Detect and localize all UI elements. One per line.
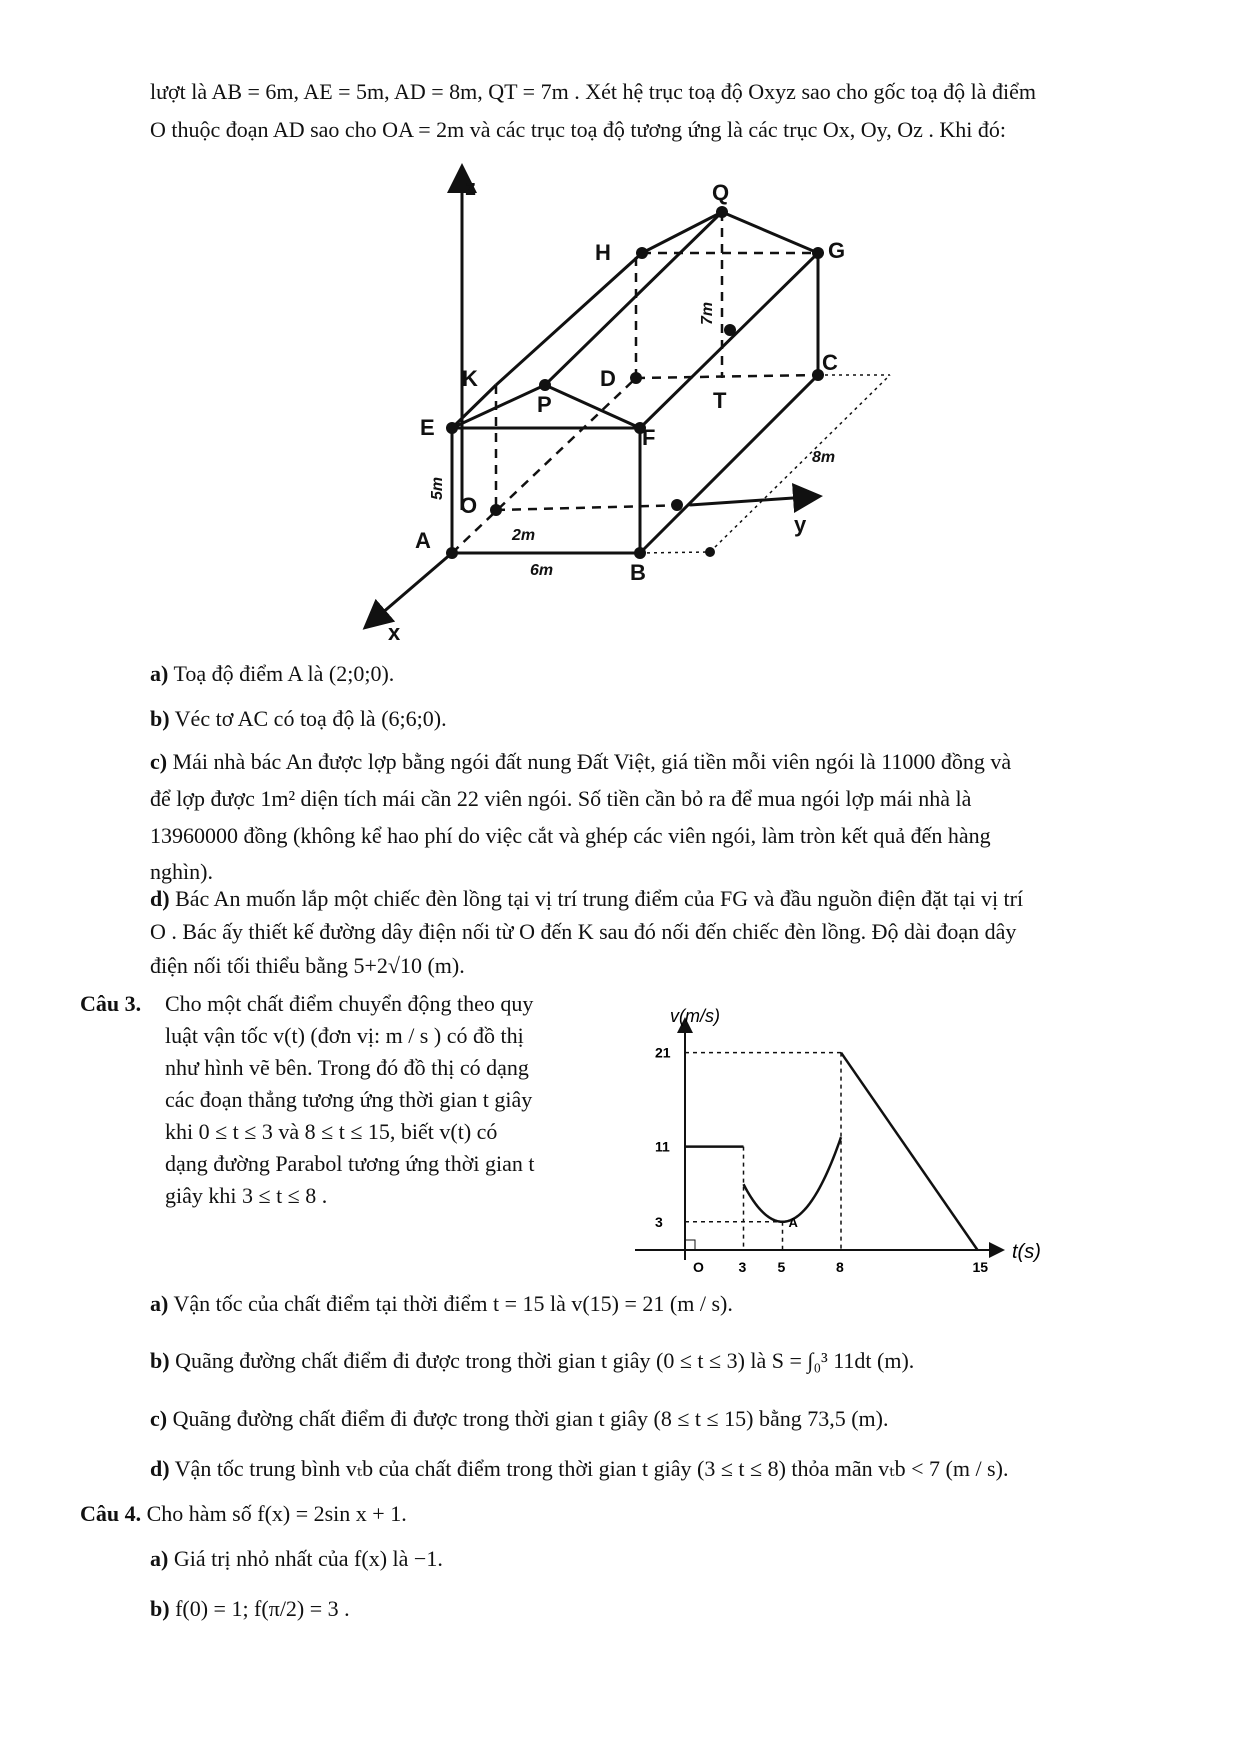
q4-a: a) Giá trị nhỏ nhất của f(x) là −1. <box>150 1546 443 1571</box>
edge-k-h <box>496 253 642 385</box>
edge-e-k <box>452 385 496 428</box>
q2-c-line2: để lợp được 1m² diện tích mái cần 22 viên ngói. Số tiền cần bỏ ra để mua ngói lợp mái nhà là <box>150 786 972 811</box>
label-h: H <box>595 240 611 265</box>
q2-d-line1: d) Bác An muốn lắp một chiếc đèn lồng tại vị trí trung điểm của FG và đầu nguồn điện đặt tại vị trí <box>150 886 1024 911</box>
q4-stem: Câu 4. Cho hàm số f(x) = 2sin x + 1. <box>80 1501 407 1526</box>
label-b: B <box>630 560 646 585</box>
label-o: O <box>460 493 478 518</box>
label-t: T <box>713 388 727 413</box>
q3-p5: khi 0 ≤ t ≤ 3 và 8 ≤ t ≤ 15, biết v(t) có <box>165 1119 498 1144</box>
q2-b: b) Véc tơ AC có toạ độ là (6;6;0). <box>150 706 447 731</box>
q3-a: a) Vận tốc của chất điểm tại thời điểm t = 15 là v(15) = 21 (m / s). <box>150 1291 733 1316</box>
x-tick-3: 3 <box>738 1259 747 1275</box>
edge-h-q <box>642 212 722 253</box>
label-k: K <box>462 366 478 391</box>
series-line-2 <box>744 1137 842 1222</box>
intro-line-2: O thuộc đoạn AD sao cho OA = 2m và các trục toạ độ tương ứng là các trục Ox, Oy, Oz . Khi đó: <box>150 117 1006 142</box>
edge-p-q <box>545 212 722 385</box>
q3-p2: luật vận tốc v(t) (đơn vị: m / s ) có đồ thị <box>165 1023 524 1048</box>
x-axis-label: t(s) <box>1012 1241 1041 1263</box>
q2-a: a) Toạ độ điểm A là (2;0;0). <box>150 661 395 686</box>
q3-p6: dạng đường Parabol tương ứng thời gian t <box>165 1151 535 1176</box>
q2-d-line2: O . Bác ấy thiết kế đường dây điện nối từ O đến K sau đó nối đến chiếc đèn lồng. Độ dài đoạn dây <box>150 919 1017 944</box>
y-tick-21: 21 <box>655 1044 671 1061</box>
q3-p1: Cho một chất điểm chuyển động theo quy <box>165 991 534 1016</box>
q3-p3: như hình vẽ bên. Trong đó đồ thị có dạng <box>165 1055 529 1080</box>
dim-line-b <box>640 552 710 553</box>
right-angle-mark <box>685 1240 695 1250</box>
edge-e-p <box>452 385 545 428</box>
y-axis <box>690 497 808 505</box>
edge-q-g <box>722 212 818 253</box>
front-face <box>452 428 640 553</box>
q2-c-line4: nghìn). <box>150 859 213 884</box>
q2-d-line3: điện nối tối thiểu bằng 5+2√10 (m). <box>150 953 465 978</box>
x-axis <box>374 553 452 620</box>
q3-d: d) Vận tốc trung bình vₜb của chất điểm trong thời gian t giây (3 ≤ t ≤ 8) thỏa mãn vₜb < 7 (m / s). <box>150 1456 1009 1481</box>
label-e: E <box>420 415 435 440</box>
y-tick-3: 3 <box>655 1213 663 1230</box>
edge-d-c <box>636 375 818 378</box>
y-tick-11: 11 <box>655 1138 670 1155</box>
label-y: y <box>794 512 807 537</box>
dim-oa: 2m <box>512 527 536 544</box>
q3-label: Câu 3. <box>80 991 142 1016</box>
velocity-chart <box>630 1000 1041 1290</box>
label-c: C <box>822 350 838 375</box>
label-a: A <box>415 528 431 553</box>
x-tick-5: 5 <box>777 1259 786 1275</box>
edge-o-y <box>496 505 690 510</box>
q2-c-line3: 13960000 đồng (không kể hao phí do việc cắt và ghép các viên ngói, làm tròn kết quả đến hàng <box>150 823 991 848</box>
q3-p4: các đoạn thẳng tương ứng thời gian t giây <box>165 1087 533 1112</box>
label-g: G <box>828 238 846 263</box>
house-3d-figure <box>340 150 920 650</box>
dim-qt: 7m <box>699 301 716 325</box>
dim-ae: 5m <box>429 476 446 500</box>
point-a-label: A <box>788 1214 798 1230</box>
q2-c-line1: c) Mái nhà bác An được lợp bằng ngói đất nung Đất Việt, giá tiền mỗi viên ngói là 11000 đồng và <box>150 749 1012 774</box>
edge-p-f <box>545 385 640 428</box>
x-tick-8: 8 <box>836 1259 844 1275</box>
label-d: D <box>600 366 616 391</box>
q4-b: b) f(0) = 1; f(π/2) = 3 . <box>150 1596 350 1621</box>
q3-c: c) Quãng đường chất điểm đi được trong thời gian t giây (8 ≤ t ≤ 15) bằng 73,5 (m). <box>150 1406 889 1431</box>
y-axis-label: v(m/s) <box>670 1006 720 1026</box>
label-p: P <box>537 392 552 417</box>
dim-ad: 8m <box>812 449 836 466</box>
label-x: x <box>388 620 401 645</box>
intro-line-1: lượt là AB = 6m, AE = 5m, AD = 8m, QT = 7m . Xét hệ trục toạ độ Oxyz sao cho gốc toạ độ là điểm <box>150 79 1037 104</box>
q3-b: b) Quãng đường chất điểm đi được trong thời gian t giây (0 ≤ t ≤ 3) là S = ∫₀³ 11dt (m). <box>150 1348 915 1373</box>
series-line-3 <box>841 1053 978 1250</box>
label-q: Q <box>712 180 730 205</box>
label-z: z <box>465 175 476 200</box>
x-tick-O: O <box>693 1259 704 1275</box>
x-tick-15: 15 <box>972 1259 989 1275</box>
dim-ab: 6m <box>530 562 554 579</box>
q3-p7: giây khi 3 ≤ t ≤ 8 . <box>165 1183 328 1208</box>
label-f: F <box>642 425 656 450</box>
